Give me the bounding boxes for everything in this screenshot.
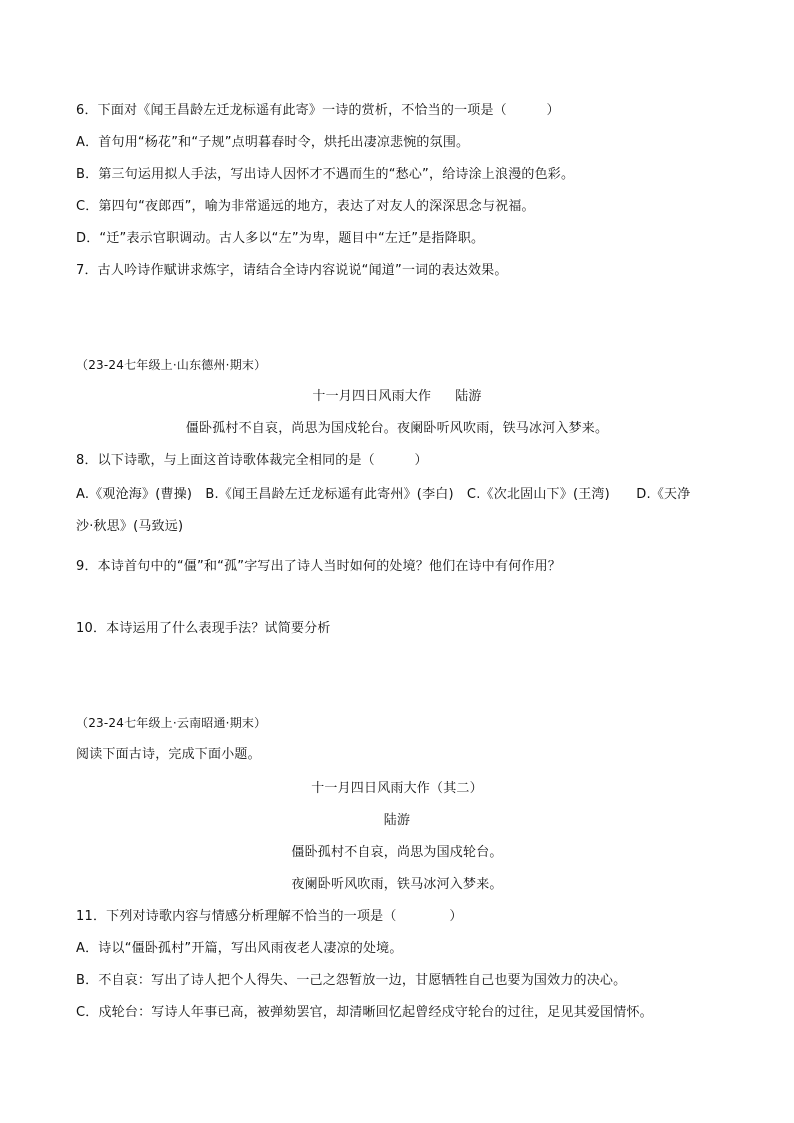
question-8: 8．以下诗歌，与上面这首诗歌体裁完全相同的是（ ） (76, 453, 428, 468)
poem-title: 十一月四日风雨大作 (312, 389, 432, 404)
question-6: 6．下面对《闻王昌龄左迁龙标遥有此寄》一诗的赏析，不恰当的一项是（ ） (76, 103, 560, 118)
poem2-title: 十一月四日风雨大作（其二） (311, 781, 483, 796)
poem-heading (0, 388, 794, 406)
poem2-line2: 夜阑卧听风吹雨，铁马冰河入梦来。 (291, 877, 503, 892)
poem-text: 僵卧孤村不自哀，尚思为国戍轮台。夜阑卧听风吹雨，铁马冰河入梦来。 (185, 421, 609, 436)
q6-option-a: A．首句用“杨花”和“子规”点明暮春时令，烘托出凄凉悲惋的氛围。 (76, 135, 470, 150)
q6-option-d: D．“迁”表示官职调动。古人多以“左”为卑，题目中“左迁”是指降职。 (76, 231, 485, 246)
question-10: 10．本诗运用了什么表现手法？试简要分析 (76, 621, 331, 636)
q11-option-a: A．诗以“僵卧孤村”开篇，写出风雨夜老人凄凉的处境。 (76, 941, 403, 956)
question-7: 7．古人吟诗作赋讲求炼字，请结合全诗内容说说“闻道”一词的表达效果。 (76, 263, 508, 278)
source-yunnan: （23-24七年级上·云南昭通·期末） (76, 716, 267, 730)
poem2-line1: 僵卧孤村不自哀，尚思为国戍轮台。 (291, 845, 503, 860)
question-11: 11．下列对诗歌内容与情感分析理解不恰当的一项是（ ） (76, 909, 463, 924)
poem2-author: 陆游 (383, 813, 411, 828)
poem-author: 陆游 (455, 389, 482, 404)
q8-options-line1: A.《观沧海》(曹操) B.《闻王昌龄左迁龙标遥有此寄州》(李白) C.《次北固山下》(王湾) D.《天净 (76, 487, 691, 502)
q8-options-line2: 沙·秋思》(马致远) (76, 519, 184, 534)
source-shandong: （23-24七年级上·山东德州·期末） (76, 358, 267, 372)
q6-option-c: C．第四句“夜郎西”，喻为非常遥远的地方，表达了对友人的深深思念与祝福。 (76, 199, 535, 214)
question-9: 9．本诗首句中的“僵”和“孤”字写出了诗人当时如何的处境？他们在诗中有何作用？ (76, 559, 562, 574)
q11-option-c: C．戍轮台：写诗人年事已高，被弹劾罢官，却清晰回忆起曾经戍守轮台的过往，足见其爱国情怀。 (76, 1005, 653, 1020)
instruction: 阅读下面古诗，完成下面小题。 (76, 747, 261, 762)
q6-option-b: B．第三句运用拟人手法，写出诗人因怀才不遇而生的“愁心”，给诗涂上浪漫的色彩。 (76, 167, 575, 182)
q11-option-b: B．不自哀：写出了诗人把个人得失、一己之怨暂放一边，甘愿牺牲自己也要为国效力的决心。 (76, 973, 627, 988)
